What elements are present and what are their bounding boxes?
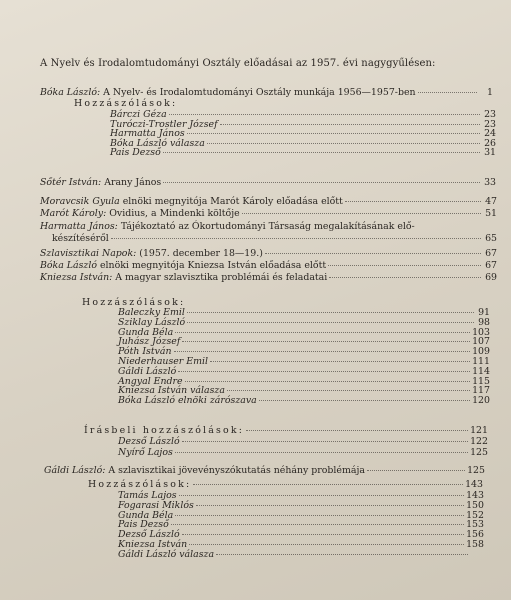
dot-leader — [242, 213, 481, 214]
entry-title: A szlavisztikai jövevényszókutatás néhány problémája — [108, 465, 365, 476]
entry-author: Bóka László: — [40, 87, 101, 98]
sub-entry — [118, 447, 488, 458]
entry-page: 33 — [484, 177, 496, 188]
entry-page: 69 — [485, 272, 497, 283]
sub-entry-name: Juhász József — [118, 336, 181, 348]
dot-leader — [111, 238, 481, 239]
entry-title: elnöki megnyitója Kniezsa István előadása előtt — [99, 260, 327, 271]
dot-leader — [207, 143, 480, 144]
dot-leader — [196, 505, 464, 506]
dot-leader — [265, 253, 481, 254]
toc-entry-soter — [40, 177, 496, 188]
toc-entry-boka-munka — [40, 87, 493, 98]
entry-page: 67 — [485, 248, 497, 259]
entry-title: A Nyelv- és Irodalomtudományi Osztály munkája 1956—1957-ben — [103, 87, 416, 98]
sub-entry-page: 114 — [472, 365, 490, 377]
dot-leader — [175, 332, 470, 333]
sub-entry-name: Fogarasi Miklós — [118, 499, 194, 511]
dot-leader — [185, 381, 471, 382]
dot-leader — [367, 470, 465, 471]
sub-entry-name: Sziklay László — [118, 316, 186, 328]
sub-entry-name: Turóczi-Trostler József — [110, 118, 218, 130]
entry-title: Ovidius, a Mindenki költője — [109, 208, 240, 219]
entry-author: Harmatta János: — [40, 221, 118, 232]
entry-title: Arany János — [104, 177, 162, 188]
dot-leader — [171, 524, 464, 525]
written-comments-label: Írásbeli hozzászólások: — [84, 425, 245, 436]
sub-entry-name: Bóka László válasza — [110, 137, 205, 149]
dot-leader — [187, 322, 474, 323]
sub-entry-page: 125 — [470, 446, 488, 458]
sub-entry-page: 107 — [472, 336, 490, 348]
dot-leader — [175, 452, 468, 453]
dot-leader — [169, 114, 480, 115]
entry-page: 47 — [485, 196, 497, 207]
sub-entry-page: 31 — [484, 147, 496, 159]
dot-leader — [210, 361, 470, 362]
entry-page: 67 — [485, 260, 497, 271]
dot-leader — [174, 351, 471, 352]
sub-entry-page: 115 — [472, 375, 490, 387]
toc-entry-kniezsa — [40, 272, 497, 283]
sub-entry-name: Bárczi Géza — [110, 109, 167, 120]
dot-leader — [216, 554, 468, 555]
entry-author: Kniezsa István: — [40, 272, 113, 283]
sub-entry-page: 24 — [484, 128, 496, 140]
sub-entry-page: 120 — [472, 395, 490, 407]
comments-label: Hozzászólások: — [88, 479, 192, 490]
entry-page: 121 — [470, 425, 488, 436]
sub-entry-name: Gáldi László — [118, 365, 177, 377]
sub-entry-name: Gáldi László válasza — [118, 548, 215, 560]
toc-entry-boka-megnyito — [40, 260, 497, 271]
dot-leader — [246, 430, 468, 431]
sub-entry — [118, 436, 488, 447]
entry-page: 51 — [485, 208, 497, 219]
sub-entry-name: Kniezsa István — [118, 539, 188, 550]
sub-entry-name: Angyal Endre — [118, 375, 183, 387]
entry-author: Szlavisztikai Napok: — [40, 248, 137, 259]
sub-entry — [118, 395, 490, 406]
sub-entry-page: 26 — [484, 137, 496, 149]
toc-entry-harmatta — [40, 221, 415, 232]
dot-leader — [163, 152, 480, 153]
toc-entry-marot — [40, 208, 497, 219]
sub-entry-name: Harmatta János — [110, 128, 185, 140]
toc-entry-moravcsik — [40, 196, 497, 207]
sub-entry-page: 158 — [466, 539, 484, 550]
dot-leader — [329, 277, 481, 278]
sub-entry-name: Póth István — [118, 346, 172, 358]
toc-entry-szlav-napok — [40, 248, 497, 259]
dot-leader — [418, 92, 477, 93]
sub-entry-name: Bóka László elnöki zárószava — [118, 395, 257, 407]
sub-entry-page: 153 — [466, 519, 484, 531]
sub-entry-name: Gunda Béla — [118, 509, 174, 521]
sub-entry-name: Niederhauser Emil — [118, 356, 208, 367]
sub-entry-name: Tamás Lajos — [118, 490, 177, 501]
dot-leader — [187, 133, 480, 134]
sub-entry-page: 109 — [472, 346, 490, 358]
sub-entry-name: Pais Dezső — [110, 147, 161, 159]
entry-author: Gáldi László: — [44, 465, 106, 476]
sub-entry-page: 91 — [478, 307, 490, 318]
sub-entry-page: 152 — [466, 509, 484, 521]
entry-title: (1957. december 18—19.) — [139, 248, 263, 259]
dot-leader — [259, 400, 470, 401]
sub-entry-name: Gunda Béla — [118, 326, 174, 338]
sub-entry-page: 23 — [484, 118, 496, 130]
dot-leader — [227, 390, 470, 391]
comments-label: Hozzászólások: — [74, 98, 178, 109]
sub-entry-name: Dezső László — [118, 436, 180, 447]
dot-leader — [193, 484, 463, 485]
entry-author: Marót Károly: — [40, 208, 107, 219]
entry-page: 65 — [485, 233, 497, 244]
sub-entry-name: Pais Dezső — [118, 519, 169, 531]
entry-title: Tájékoztató az Ókortudományi Társaság megalakításának elő- — [120, 221, 415, 232]
comments-label: Hozzászólások: — [82, 297, 186, 308]
sub-entry-page: 98 — [478, 316, 490, 328]
toc-entry-harmatta-cont — [52, 233, 497, 244]
toc-entry-galdi — [44, 465, 485, 476]
dot-leader — [182, 441, 468, 442]
dot-leader — [178, 371, 470, 372]
sub-entry-name: Nyírő Lajos — [118, 446, 173, 458]
dot-leader — [345, 201, 481, 202]
entry-author: Sőtér István: — [40, 177, 102, 188]
sub-entry-page: 23 — [484, 109, 496, 120]
comments-heading-3 — [88, 479, 483, 490]
sub-entry-page: 117 — [472, 385, 490, 397]
sub-entry-page: 111 — [472, 356, 490, 367]
entry-author: Bóka László — [40, 260, 97, 271]
sub-entry-name: Dezső László — [118, 529, 180, 541]
dot-leader — [163, 182, 480, 183]
dot-leader — [175, 515, 464, 516]
sub-entry-name: Kniezsa István válasza — [118, 385, 225, 397]
sub-entry — [118, 549, 484, 560]
entry-title: elnöki megnyitója Marót Károly előadása előtt — [122, 196, 343, 207]
written-comments-heading — [84, 425, 488, 436]
dot-leader — [187, 312, 474, 313]
dot-leader — [182, 341, 470, 342]
section-heading: A Nyelv és Irodalomtudományi Osztály előadásai az 1957. évi nagygyűlésen: — [40, 58, 436, 69]
sub-entry-page: 103 — [472, 326, 490, 338]
entry-page: 125 — [467, 465, 485, 476]
dot-leader — [189, 544, 464, 545]
entry-author: Moravcsik Gyula — [40, 196, 120, 207]
dot-leader — [328, 265, 481, 266]
sub-entry-page: 122 — [470, 436, 488, 447]
entry-page: 143 — [465, 479, 483, 490]
sub-entry-page: 143 — [466, 490, 484, 501]
entry-title: A magyar szlavisztika problémái és feladatai — [115, 272, 328, 283]
dot-leader — [182, 534, 464, 535]
sub-entry — [110, 147, 496, 158]
entry-title-cont: készítéséről — [52, 233, 109, 244]
sub-entry-page: 156 — [466, 529, 484, 541]
entry-page: 1 — [487, 87, 493, 98]
sub-entry-name: Baleczky Emil — [118, 307, 185, 318]
sub-entry-page: 150 — [466, 499, 484, 511]
dot-leader — [179, 495, 465, 496]
dot-leader — [220, 124, 480, 125]
